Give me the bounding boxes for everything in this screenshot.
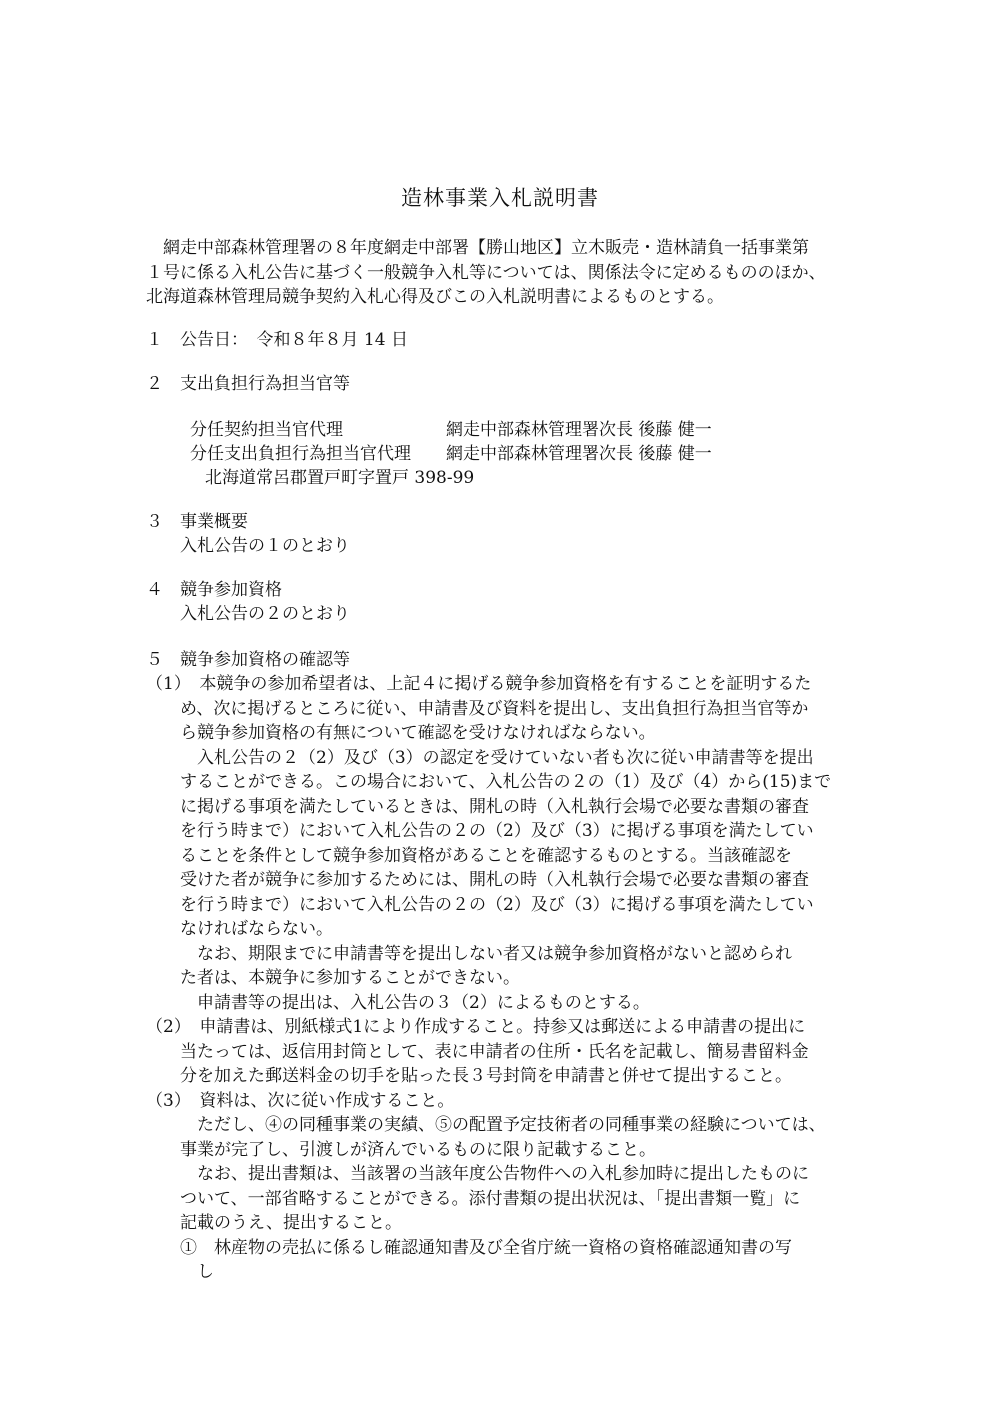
official-name: 網走中部森林管理署次長 後藤 健一 [446,420,712,440]
section-5-line: に掲げる事項を満たしているときは、開札の時（入札執行会場で必要な書類の審査 [146,796,809,817]
section-5-line: 受けた者が競争に参加するためには、開札の時（入札執行会場で必要な書類の審査 [146,870,809,890]
official-role: 分任契約担当官代理 [190,420,343,440]
section-5-line: た者は、本競争に参加することができない。 [146,968,520,988]
section-5-body [146,672,866,1285]
section-5-line: ただし、④の同種事業の実績、⑤の配置予定技術者の同種事業の経験については、 [146,1115,826,1135]
section-5-line: なければならない。 [146,919,333,939]
section-5-line: （3） 資料は、次に従い作成すること。 [146,1090,455,1111]
section-5-line: ら競争参加資格の有無について確認を受けなければならない。 [146,723,656,743]
intro-line: 網走中部森林管理署の８年度網走中部署【勝山地区】立木販売・造林請負一括事業第 [146,238,809,258]
section-4-heading: ４ 競争参加資格 [146,580,282,600]
section-5-line: 入札公告の２（2）及び（3）の認定を受けていない者も次に従い申請書等を提出 [146,747,814,768]
section-1-announcement-date: １ 公告日： 令和８年８月 14 日 [146,330,408,350]
section-5-line: 当たっては、返信用封筒として、表に申請者の住所・氏名を記載し、簡易書留料金 [146,1041,809,1062]
section-3-heading: ３ 事業概要 [146,512,248,532]
section-5-line: め、次に掲げるところに従い、申請書及び資料を提出し、支出負担行為担当官等か [146,698,809,719]
intro-line: １号に係る入札公告に基づく一般競争入札等については、関係法令に定めるもののほか、 [146,262,826,283]
intro-paragraph [146,236,866,310]
intro-line: 北海道森林管理局競争契約入札心得及びこの入札説明書によるものとする。 [146,287,724,307]
section-5-line: し [146,1262,214,1282]
section-5-line: を行う時まで）において入札公告の２の（2）及び（3）に掲げる事項を満たしてい [146,894,814,915]
section-5-line: 申請書等の提出は、入札公告の３（2）によるものとする。 [146,992,650,1013]
section-5-line: 記載のうえ、提出すること。 [146,1213,403,1233]
section-4-body: 入札公告の２のとおり [180,604,350,624]
section-5-line: を行う時まで）において入札公告の２の（2）及び（3）に掲げる事項を満たしてい [146,821,814,841]
official-name: 網走中部森林管理署次長 後藤 健一 [446,444,712,464]
section-5-line: ① 林産物の売払に係るし確認通知書及び全省庁統一資格の資格確認通知書の写 [146,1237,792,1258]
section-5-line: なお、期限までに申請書等を提出しない者又は競争参加資格がないと認められ [146,943,792,964]
section-5-line: （1） 本競争の参加希望者は、上記４に掲げる競争参加資格を有することを証明するた [146,674,812,694]
section-5-heading: ５ 競争参加資格の確認等 [146,650,350,670]
document-title: 造林事業入札説明書 [401,186,599,210]
section-3-body: 入札公告の１のとおり [180,536,350,556]
section-5-line: 分を加えた郵送料金の切手を貼った長３号封筒を申請書と併せて提出すること。 [146,1066,792,1086]
section-5-line: 事業が完了し、引渡しが済んでいるものに限り記載すること。 [146,1139,656,1160]
section-2-heading: ２ 支出負担行為担当官等 [146,374,350,394]
official-role: 分任支出負担行為担当官代理 [190,444,411,464]
section-5-line: なお、提出書類は、当該署の当該年度公告物件への入札参加時に提出したものに [146,1164,809,1184]
section-5-line: ることを条件として競争参加資格があることを確認するものとする。当該確認を [146,845,792,866]
section-5-line: ついて、一部省略することができる。添付書類の提出状況は、「提出書類一覧」に [146,1188,801,1209]
section-5-line: （2） 申請書は、別紙様式1により作成すること。持参又は郵送による申請書の提出に [146,1017,806,1037]
section-5-line: することができる。この場合において、入札公告の２の（1）及び（4）から(15)まで [146,772,832,792]
official-address: 北海道常呂郡置戸町字置戸 398-99 [205,468,475,488]
